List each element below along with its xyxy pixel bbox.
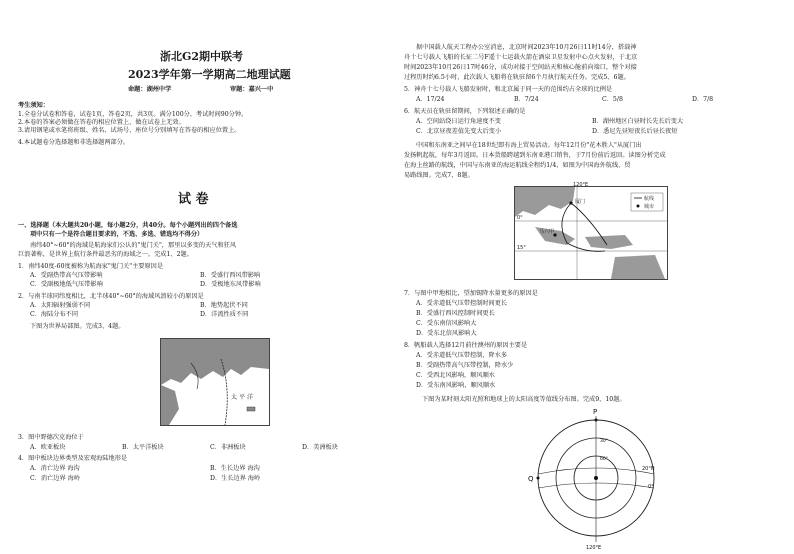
option: C．非洲板块 bbox=[210, 444, 246, 451]
land-mass bbox=[515, 187, 575, 217]
option: C．北京昼夜差值先变大后变小 bbox=[416, 128, 502, 135]
exam-title: 浙北G2期中联考 bbox=[160, 50, 244, 63]
option: D．美洲板块 bbox=[302, 444, 338, 451]
passage-text: 过程历时约6.5小时，此次载人飞船将在轨驻留6个月执行航天任务。完成5、6题。 bbox=[404, 74, 630, 81]
world-map-figure bbox=[160, 338, 270, 426]
intro-text: 巨浪著称，是世界上航行条件最恶劣的海域之一。完成1、2题。 bbox=[18, 251, 193, 258]
option: A．受赤道低气压带控制，降水多 bbox=[416, 352, 508, 359]
option: B．地势起伏不同 bbox=[200, 302, 248, 309]
question-5: 5．神舟十七号载人飞船发射时，和北京属于同一天的范围约占全球的比例是 bbox=[404, 86, 613, 93]
land-mass bbox=[161, 339, 269, 385]
author-line bbox=[128, 86, 171, 94]
part1-heading: 一、选择题（本大题共20小题，每小题2分，共40分。每个小题列出的四个备选 bbox=[18, 222, 238, 229]
exam-subtitle: 2023学年第一学期高二地理试题 bbox=[128, 68, 291, 81]
option: A．太阳辐射强弱不同 bbox=[30, 302, 91, 309]
question-3: 3．图中野德次克海位于 bbox=[18, 434, 84, 441]
lon-label: 120°E bbox=[573, 182, 589, 188]
label-lat: 20°N bbox=[642, 466, 655, 472]
map-label: 太 bbox=[231, 394, 238, 401]
option: C．消亡边界 海岭 bbox=[30, 475, 81, 482]
option: C．受副极地低气压带影响 bbox=[30, 281, 103, 288]
option: D．洋流性质不同 bbox=[200, 311, 249, 318]
option: A．欧亚板块 bbox=[30, 444, 66, 451]
passage-text: 在海上丝路的航线，中国与东南亚的海运航线全程约1/4，如图为中国海外航线、贸 bbox=[404, 162, 631, 169]
passage-text: 时间2023年10月26日17时46分，成功对接于空间站天和核心舱前向端口，整个对接 bbox=[404, 64, 637, 71]
option: D．受东北信风影响大 bbox=[416, 330, 477, 337]
option: A．空间站绕日运行角速度不变 bbox=[416, 118, 501, 125]
lat-label: 15° bbox=[517, 245, 526, 251]
label-q: Q bbox=[528, 475, 534, 483]
reviewer-line bbox=[230, 86, 273, 94]
option: D．悉尼先昼短夜长后昼长夜短 bbox=[592, 128, 678, 135]
option: C．受西北风影响，顺风顺水 bbox=[416, 372, 495, 379]
option: B．受盛行西风控制时间更长 bbox=[416, 310, 495, 317]
legend-swatch bbox=[247, 407, 255, 411]
city-label: 厦门 bbox=[575, 199, 586, 205]
route-map-figure bbox=[514, 182, 668, 280]
legend-label: 城市 bbox=[644, 204, 655, 210]
city-marker bbox=[569, 201, 572, 204]
notice-item: 3.请用钢笔或水笔将班级、姓名、试场号、座位号分别填写在答卷的相应位置上。 bbox=[18, 127, 241, 134]
reviewer: 嘉兴一中 bbox=[248, 86, 274, 93]
option: A．受副热带高气压带影响 bbox=[30, 272, 103, 279]
legend-label: 航线 bbox=[644, 196, 655, 202]
passage-text: 发扬帆起航，每年3月返回。日本货船跨越到东南亚港口销售，于7月份前后返回。读图分析完成 bbox=[404, 152, 666, 159]
option: D．受极地东风带影响 bbox=[200, 281, 261, 288]
map-intro: 下图为世界局部图。完成3、4题。 bbox=[30, 323, 125, 330]
passage-text: 易路线图。完成7、8题。 bbox=[404, 172, 474, 179]
option: B．7/24 bbox=[514, 96, 539, 103]
legend-dot bbox=[637, 205, 640, 208]
sun-altitude-svg bbox=[526, 408, 666, 550]
author-label: 命题： bbox=[128, 86, 147, 93]
point-q bbox=[537, 477, 540, 480]
land-mass bbox=[585, 235, 633, 249]
part1-heading-2: 项中只有一个是符合题目要求的，不选、多选、错选均不得分） bbox=[30, 231, 204, 238]
lat-label: 0° bbox=[517, 215, 523, 221]
route-map-svg bbox=[515, 182, 667, 279]
option: C．受东南信风影响大 bbox=[416, 320, 477, 327]
author: 湖州中学 bbox=[146, 86, 172, 93]
option: B．受盛行西风带影响 bbox=[200, 272, 261, 279]
option: A．受赤道低气压带控制时间更长 bbox=[416, 300, 508, 307]
point-p bbox=[595, 419, 598, 422]
question-2: 2．与南半球同纬度相比，北半球40°~60°的海域风浪较小的原因是 bbox=[18, 293, 204, 300]
option: D．受东南风影响，顺风顺水 bbox=[416, 382, 496, 389]
option: B．受副热带高气压带控制，降水少 bbox=[416, 362, 514, 369]
left-column bbox=[10, 0, 395, 550]
sun-altitude-diagram bbox=[526, 408, 666, 550]
label-p: P bbox=[593, 408, 598, 416]
passage-text: 据中国载人航天工程办公室消息，北京时间2023年10月26日11时14分，搭载神 bbox=[416, 44, 637, 51]
notice-item: 4.本试题卷分选择题和非选择题两部分。 bbox=[18, 139, 130, 146]
option: C．5/8 bbox=[602, 96, 623, 103]
option: B．生长边界 海沟 bbox=[210, 465, 260, 472]
map-label: 洋 bbox=[247, 394, 254, 401]
label-eq: 0° bbox=[648, 484, 654, 490]
world-map-svg bbox=[161, 339, 269, 425]
question-4: 4．图中板块边界类型及宏观海陆地形是 bbox=[18, 455, 128, 462]
reviewer-label: 审题： bbox=[230, 86, 249, 93]
option: A．消亡边界 海沟 bbox=[30, 465, 80, 472]
passage-text: 舟十七号载人飞船的长征二号F遥十七运载火箭在酒泉卫星发射中心点火发射，于北京 bbox=[404, 54, 638, 61]
option: B．太平洋板块 bbox=[122, 444, 164, 451]
section-title: 试 卷 bbox=[178, 192, 209, 207]
label-lon: 120°E bbox=[586, 545, 602, 551]
map-label: 平 bbox=[239, 394, 246, 401]
option: B．湖州地区白昼时长先长后变大 bbox=[592, 118, 684, 125]
passage-text: 中国和东南亚之间早在18世纪即有海上贸易活动。每年12月份"花木胜人"从厦门出 bbox=[416, 142, 642, 149]
option: A．17/24 bbox=[416, 96, 445, 103]
option: D．生长边界 海岭 bbox=[210, 475, 261, 482]
land-mass bbox=[611, 255, 665, 279]
city-label: 马六甲 bbox=[539, 229, 555, 235]
label-ring: 30° bbox=[600, 439, 608, 444]
question-1: 1．南纬40度-60度被称为航海家"鬼门关"主要原因是 bbox=[18, 263, 164, 270]
notice-heading: 考生须知： bbox=[18, 102, 49, 109]
option: D．7/8 bbox=[692, 96, 714, 103]
right-column bbox=[402, 0, 787, 550]
question-7: 7．与图中甲地相比，望加锡降水量更多的原因是 bbox=[404, 290, 538, 297]
intro-text: 南纬40°~60°的海域是航海家们公认的"鬼门关"，那里以多变的天气和狂风 bbox=[30, 242, 237, 249]
question-6: 6．航天员在轨驻留期间，下列叙述正确的是 bbox=[404, 108, 526, 115]
option: C．海陆分布不同 bbox=[30, 311, 79, 318]
question-8: 8．帆船载人选择12月前往澳州的原因主要是 bbox=[404, 342, 528, 349]
notice-item: 1.全卷分试卷和答卷，试卷1页，答卷2页，共3页。满分100分，考试时间90分钟。 bbox=[18, 111, 248, 118]
passage-text: 下图为某时刻太阳光照和地球上的太阳高度等值线分布图。完成9、10题。 bbox=[422, 396, 626, 403]
subsolar-point bbox=[594, 476, 598, 480]
land-mass bbox=[161, 385, 179, 425]
label-ring: 60° bbox=[600, 457, 608, 462]
notice-item: 2.本卷的答案必须做在答卷的相应位置上，做在试卷上无效。 bbox=[18, 119, 185, 126]
